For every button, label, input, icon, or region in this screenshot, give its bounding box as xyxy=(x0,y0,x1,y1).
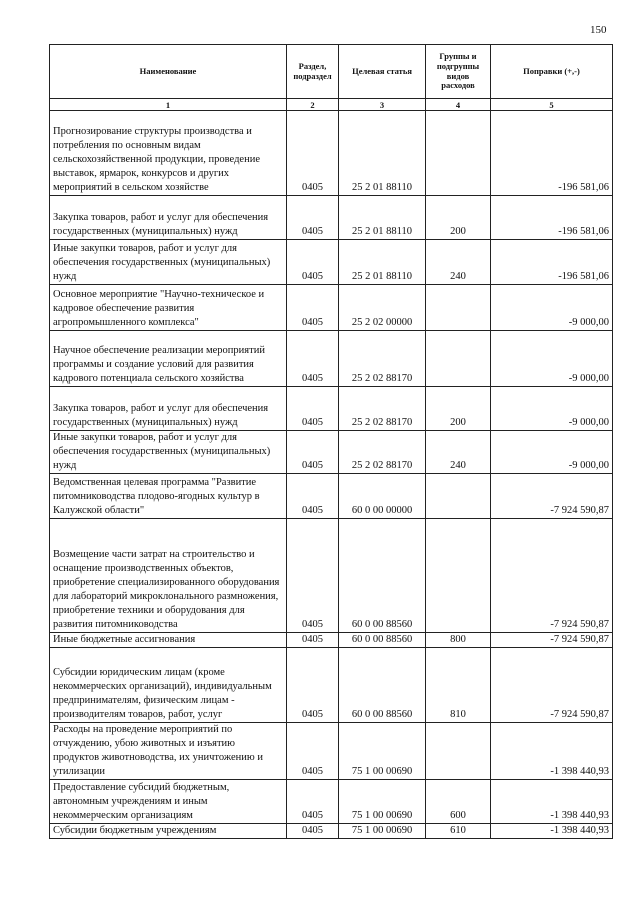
row-target: 60 0 00 88560 xyxy=(339,633,426,648)
row-target: 25 2 02 88170 xyxy=(339,331,426,387)
table-row xyxy=(50,196,613,240)
table-row xyxy=(50,780,613,824)
column-number: 5 xyxy=(491,99,613,111)
row-target: 60 0 00 88560 xyxy=(339,519,426,633)
table-row xyxy=(50,474,613,519)
table-row xyxy=(50,431,613,474)
row-section: 0405 xyxy=(287,196,339,240)
header-amendment: Поправки (+,-) xyxy=(491,45,613,99)
row-group xyxy=(426,519,491,633)
row-group xyxy=(426,723,491,780)
row-amount: -1 398 440,93 xyxy=(491,780,613,824)
row-target: 25 2 02 88170 xyxy=(339,431,426,474)
row-amount: -9 000,00 xyxy=(491,285,613,331)
row-name: Возмещение части затрат на строительство и оснащение производственных объектов, приобретение специализированного оборудования для лабораторий микроклонального размножения, приобретение техники и оборудования для развития питомниководства xyxy=(50,519,287,633)
table-row xyxy=(50,331,613,387)
row-name: Субсидии юридическим лицам (кроме некоммерческих организаций), индивидуальным предпринимателям, физическим лицам - производителям товаров, работ, услуг xyxy=(50,648,287,723)
row-amount: -1 398 440,93 xyxy=(491,824,613,839)
row-target: 60 0 00 00000 xyxy=(339,474,426,519)
row-group xyxy=(426,474,491,519)
table-row xyxy=(50,285,613,331)
column-number: 2 xyxy=(287,99,339,111)
row-group: 610 xyxy=(426,824,491,839)
row-section: 0405 xyxy=(287,431,339,474)
row-group: 240 xyxy=(426,240,491,285)
column-number-row xyxy=(50,99,613,111)
header-target: Целевая статья xyxy=(339,45,426,99)
row-section: 0405 xyxy=(287,723,339,780)
row-target: 25 2 01 88110 xyxy=(339,111,426,196)
row-target: 75 1 00 00690 xyxy=(339,780,426,824)
row-amount: -9 000,00 xyxy=(491,387,613,431)
table-header-row xyxy=(50,45,613,99)
row-name: Предоставление субсидий бюджетным, автономным учреждениям и иным некоммерческим организациям xyxy=(50,780,287,824)
row-amount: -7 924 590,87 xyxy=(491,633,613,648)
row-amount: -196 581,06 xyxy=(491,111,613,196)
row-section: 0405 xyxy=(287,648,339,723)
row-section: 0405 xyxy=(287,474,339,519)
row-group xyxy=(426,331,491,387)
row-group xyxy=(426,111,491,196)
row-target: 25 2 02 88170 xyxy=(339,387,426,431)
header-groups: Группы и подгруппы видов расходов xyxy=(426,45,491,99)
row-amount: -7 924 590,87 xyxy=(491,648,613,723)
row-group: 600 xyxy=(426,780,491,824)
page-number: 150 xyxy=(590,24,607,36)
row-target: 25 2 01 88110 xyxy=(339,196,426,240)
row-amount: -1 398 440,93 xyxy=(491,723,613,780)
row-name: Основное мероприятие "Научно-техническое и кадровое обеспечение развития агропромышленного комплекса" xyxy=(50,285,287,331)
row-name: Расходы на проведение мероприятий по отчуждению, убою животных и изъятию продуктов животноводства, их уничтожению и утилизации xyxy=(50,723,287,780)
row-name: Субсидии бюджетным учреждениям xyxy=(50,824,287,839)
table-row xyxy=(50,824,613,839)
row-amount: -196 581,06 xyxy=(491,240,613,285)
row-name: Закупка товаров, работ и услуг для обеспечения государственных (муниципальных) нужд xyxy=(50,387,287,431)
row-target: 75 1 00 00690 xyxy=(339,824,426,839)
row-amount: -7 924 590,87 xyxy=(491,519,613,633)
row-group: 810 xyxy=(426,648,491,723)
column-number: 4 xyxy=(426,99,491,111)
row-section: 0405 xyxy=(287,111,339,196)
header-name: Наименование xyxy=(50,45,287,99)
budget-amendments-table xyxy=(49,44,613,839)
row-name: Закупка товаров, работ и услуг для обеспечения государственных (муниципальных) нужд xyxy=(50,196,287,240)
table-row xyxy=(50,111,613,196)
table-row xyxy=(50,240,613,285)
table-row xyxy=(50,633,613,648)
row-section: 0405 xyxy=(287,519,339,633)
row-section: 0405 xyxy=(287,780,339,824)
row-amount: -7 924 590,87 xyxy=(491,474,613,519)
table-row xyxy=(50,723,613,780)
row-target: 75 1 00 00690 xyxy=(339,723,426,780)
row-name: Иные закупки товаров, работ и услуг для обеспечения государственных (муниципальных) нужд xyxy=(50,431,287,474)
row-amount: -196 581,06 xyxy=(491,196,613,240)
row-amount: -9 000,00 xyxy=(491,431,613,474)
row-name: Научное обеспечение реализации мероприятий программы и создание условий для развития кадрового потенциала сельского хозяйства xyxy=(50,331,287,387)
column-number: 1 xyxy=(50,99,287,111)
row-target: 25 2 02 00000 xyxy=(339,285,426,331)
table-row xyxy=(50,648,613,723)
row-name: Иные бюджетные ассигнования xyxy=(50,633,287,648)
row-name: Ведомственная целевая программа "Развитие питомниководства плодово-ягодных культур в Калужской области" xyxy=(50,474,287,519)
row-name: Иные закупки товаров, работ и услуг для обеспечения государственных (муниципальных) нужд xyxy=(50,240,287,285)
row-section: 0405 xyxy=(287,331,339,387)
table-row xyxy=(50,519,613,633)
row-amount: -9 000,00 xyxy=(491,331,613,387)
row-group: 200 xyxy=(426,387,491,431)
row-group: 800 xyxy=(426,633,491,648)
row-group xyxy=(426,285,491,331)
row-section: 0405 xyxy=(287,824,339,839)
row-section: 0405 xyxy=(287,633,339,648)
table-row xyxy=(50,387,613,431)
header-section: Раздел, подраздел xyxy=(287,45,339,99)
row-section: 0405 xyxy=(287,285,339,331)
row-target: 25 2 01 88110 xyxy=(339,240,426,285)
row-group: 240 xyxy=(426,431,491,474)
row-target: 60 0 00 88560 xyxy=(339,648,426,723)
column-number: 3 xyxy=(339,99,426,111)
row-group: 200 xyxy=(426,196,491,240)
row-name: Прогнозирование структуры производства и потребления по основным видам сельскохозяйственной продукции, проведение выставок, ярмарок, конкурсов и других мероприятий в сельском хозяйстве xyxy=(50,111,287,196)
row-section: 0405 xyxy=(287,387,339,431)
row-section: 0405 xyxy=(287,240,339,285)
